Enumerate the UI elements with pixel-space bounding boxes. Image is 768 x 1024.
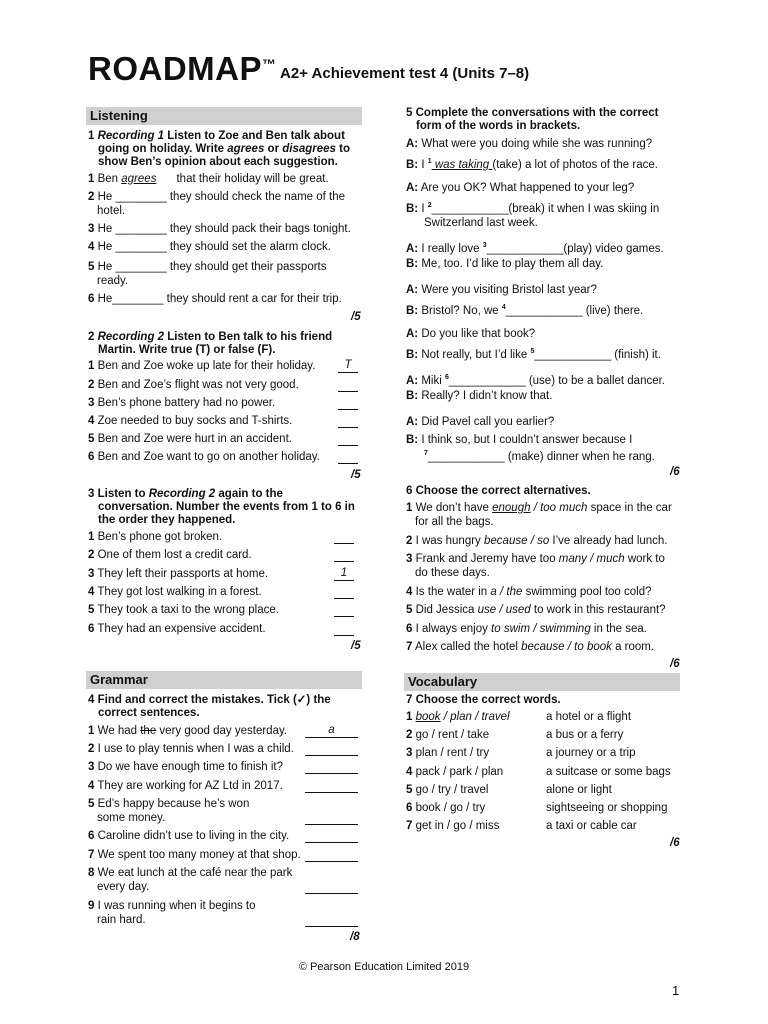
q1-item-4: 4 He ________ they should set the alarm clock. [88, 241, 331, 253]
q2-score: /5 [351, 469, 361, 481]
q5-dialog-7-a: A: Did Pavel call you earlier? [406, 416, 555, 428]
q2-answer-blank-2[interactable] [338, 378, 358, 392]
q5-dialog-1-b: B: I $^1$ was taking (take) a lot of photos of the race. [406, 158, 658, 171]
q7-instructions: 7 Choose the correct words. [406, 694, 561, 706]
q5-dialog-3-b: B: Me, too. I’d like to play them all day. [406, 258, 604, 270]
q7-item-4: 4 pack / park / plan [406, 766, 504, 778]
q7-item-2: 2 go / rent / take [406, 729, 490, 741]
q5-dialog-2-a: A: Are you OK? What happened to your leg? [406, 182, 635, 194]
q4-answer-blank-4[interactable] [305, 779, 358, 793]
q5-dialog-5-a: A: Do you like that book? [406, 328, 536, 340]
q4-answer-blank-8[interactable] [305, 880, 358, 894]
q7-item-7: 7 get in / go / miss [406, 820, 500, 832]
q3-item-5: 5 They took a taxi to the wrong place. [88, 604, 279, 616]
q7-item-5-collocation: alone or light [546, 784, 612, 796]
q4-item-9: 9 I was running when it begins to rain hard. [88, 900, 256, 926]
q4-answer-blank-7[interactable] [305, 848, 358, 862]
q2-answer-blank-5[interactable] [338, 432, 358, 446]
q3-item-4: 4 They got lost walking in a forest. [88, 586, 262, 598]
q4-answer-blank-5[interactable] [305, 811, 358, 825]
q6-item-4: 4 Is the water in a / the swimming pool too cold? [406, 586, 652, 598]
q7-item-3: 3 plan / rent / try [406, 747, 490, 759]
q2-answer-example: T [338, 359, 358, 373]
q2-answer-blank-4[interactable] [338, 414, 358, 428]
q7-item-1-collocation: a hotel or a flight [546, 711, 632, 723]
q3-answer-blank-6[interactable] [334, 622, 354, 636]
q1-score: /5 [351, 311, 361, 323]
q3-answer-blank-4[interactable] [334, 585, 354, 599]
section-grammar: Grammar [86, 671, 362, 689]
q3-item-2: 2 One of them lost a credit card. [88, 549, 252, 561]
q1-instructions: 1 Recording 1 Listen to Zoe and Ben talk about going on holiday. Write agrees or disagrees to show Ben’s opinion about each suggestion. [88, 130, 351, 168]
q1-item-3: 3 He ________ they should pack their bags tonight. [88, 223, 351, 235]
q5-dialog-2-b: B: I $^2$____________(break) it when I was skiing in Switzerland last week. [406, 202, 660, 229]
q2-item-4: 4 Zoe needed to buy socks and T-shirts. [88, 415, 293, 427]
q3-answer-blank-2[interactable] [334, 548, 354, 562]
q7-item-2-collocation: a bus or a ferry [546, 729, 624, 741]
q7-score: /6 [670, 837, 680, 849]
q5-dialog-4-b: B: Bristol? No, we $^4$____________ (live) there. [406, 304, 644, 317]
q3-score: /5 [351, 640, 361, 652]
q2-item-6: 6 Ben and Zoe want to go on another holiday. [88, 451, 320, 463]
q4-instructions: 4 Find and correct the mistakes. Tick (✓) the correct sentences. [88, 694, 331, 719]
q6-instructions: 6 Choose the correct alternatives. [406, 485, 591, 497]
q7-item-7-collocation: a taxi or cable car [546, 820, 637, 832]
q4-answer-blank-2[interactable] [305, 742, 358, 756]
trademark-symbol: ™ [262, 56, 276, 72]
q7-item-1: 1 book / plan / travel [406, 711, 510, 723]
q5-dialog-3-a: A: I really love $^3$____________(play) video games. [406, 242, 664, 255]
q5-dialog-4-a: A: Were you visiting Bristol last year? [406, 284, 597, 296]
q4-item-7: 7 We spent too many money at that shop. [88, 849, 301, 861]
q4-answer-blank-9[interactable] [305, 913, 358, 927]
q2-answer-blank-3[interactable] [338, 396, 358, 410]
q6-item-5: 5 Did Jessica use / used to work in this restaurant? [406, 604, 666, 616]
q2-item-5: 5 Ben and Zoe were hurt in an accident. [88, 433, 292, 445]
q5-score: /6 [670, 466, 680, 478]
q7-item-4-collocation: a suitcase or some bags [546, 766, 671, 778]
q2-answer-blank-6[interactable] [338, 450, 358, 464]
q6-item-3: 3 Frank and Jeremy have too many / much work to do these days. [406, 553, 665, 579]
q3-instructions: 3 Listen to Recording 2 again to the conversation. Number the events from 1 to 6 in the order they happened. [88, 488, 355, 526]
q3-item-1: 1 Ben’s phone got broken. [88, 531, 223, 543]
q4-answer-blank-3[interactable] [305, 760, 358, 774]
q7-item-6-collocation: sightseeing or shopping [546, 802, 668, 814]
test-subtitle: A2+ Achievement test 4 (Units 7–8) [280, 65, 530, 82]
q6-score: /6 [670, 658, 680, 670]
q4-item-4: 4 They are working for AZ Ltd in 2017. [88, 780, 283, 792]
q1-item-6: 6 He________ they should rent a car for their trip. [88, 293, 342, 305]
q2-instructions: 2 Recording 2 Listen to Ben talk to his friend Martin. Write true (T) or false (F). [88, 331, 333, 356]
q4-item-3: 3 Do we have enough time to finish it? [88, 761, 283, 773]
page-number: 1 [672, 983, 680, 998]
q3-answer-blank-5[interactable] [334, 603, 354, 617]
q5-answer-example: was taking [431, 158, 493, 171]
q4-score: /8 [350, 931, 360, 943]
q6-item-6: 6 I always enjoy to swim / swimming in the sea. [406, 623, 647, 635]
q5-instructions: 5 Complete the conversations with the correct form of the words in brackets. [406, 107, 659, 132]
q7-item-3-collocation: a journey or a trip [546, 747, 636, 759]
q5-dialog-6-a: A: Miki $^6$____________ (use) to be a ballet dancer. [406, 374, 666, 387]
q3-answer-blank-1[interactable] [334, 530, 354, 544]
q4-item-6: 6 Caroline didn’t use to living in the city. [88, 830, 290, 842]
q4-item-8: 8 We eat lunch at the café near the park every day. [88, 867, 293, 893]
brand-title: ROADMAP [88, 50, 262, 87]
q3-item-3: 3 They left their passports at home. [88, 568, 269, 580]
q6-item-7: 7 Alex called the hotel because / to book a room. [406, 641, 655, 653]
q7-item-6: 6 book / go / try [406, 802, 486, 814]
q6-answer-example: enough [492, 502, 531, 514]
section-vocabulary: Vocabulary [404, 673, 680, 691]
q2-item-2: 2 Ben and Zoe’s flight was not very good. [88, 379, 299, 391]
q7-item-5: 5 go / try / travel [406, 784, 489, 796]
q1-item-1: 1 Ben agrees that their holiday will be great. [88, 173, 329, 185]
q4-item-2: 2 I use to play tennis when I was a child. [88, 743, 294, 755]
q2-item-1: 1 Ben and Zoe woke up late for their holiday. [88, 360, 316, 372]
q5-dialog-6-b: B: Really? I didn’t know that. [406, 390, 553, 402]
q3-answer-example: 1 [334, 567, 354, 581]
q5-dialog-1-a: A: What were you doing while she was running? [406, 138, 653, 150]
copyright-footer: © Pearson Education Limited 2019 [298, 961, 470, 973]
q4-item-5: 5 Ed’s happy because he’s won some money. [88, 798, 250, 824]
q4-item-1: 1 We had the very good day yesterday. [88, 725, 288, 737]
q3-item-6: 6 They had an expensive accident. [88, 623, 266, 635]
q4-answer-example: a [305, 724, 358, 738]
q4-answer-blank-6[interactable] [305, 829, 358, 843]
q1-item-2: 2 He ________ they should check the name of the hotel. [88, 191, 346, 217]
q2-item-3: 3 Ben’s phone battery had no power. [88, 397, 276, 409]
q1-item-5: 5 He ________ they should get their passports ready. [88, 261, 327, 287]
q7-answer-example: book [415, 711, 441, 723]
section-listening: Listening [86, 107, 362, 125]
q5-dialog-7-b: B: I think so, but I couldn’t answer because I $^7$____________ (make) dinner when he rang. [406, 434, 655, 463]
q6-item-2: 2 I was hungry because / so I’ve already had lunch. [406, 535, 668, 547]
q5-dialog-5-b: B: Not really, but I’d like $^5$____________ (finish) it. [406, 348, 661, 361]
q1-answer-example: agrees [121, 173, 157, 185]
q6-item-1: 1 We don’t have enough / too much space in the car for all the bags. [406, 502, 672, 528]
